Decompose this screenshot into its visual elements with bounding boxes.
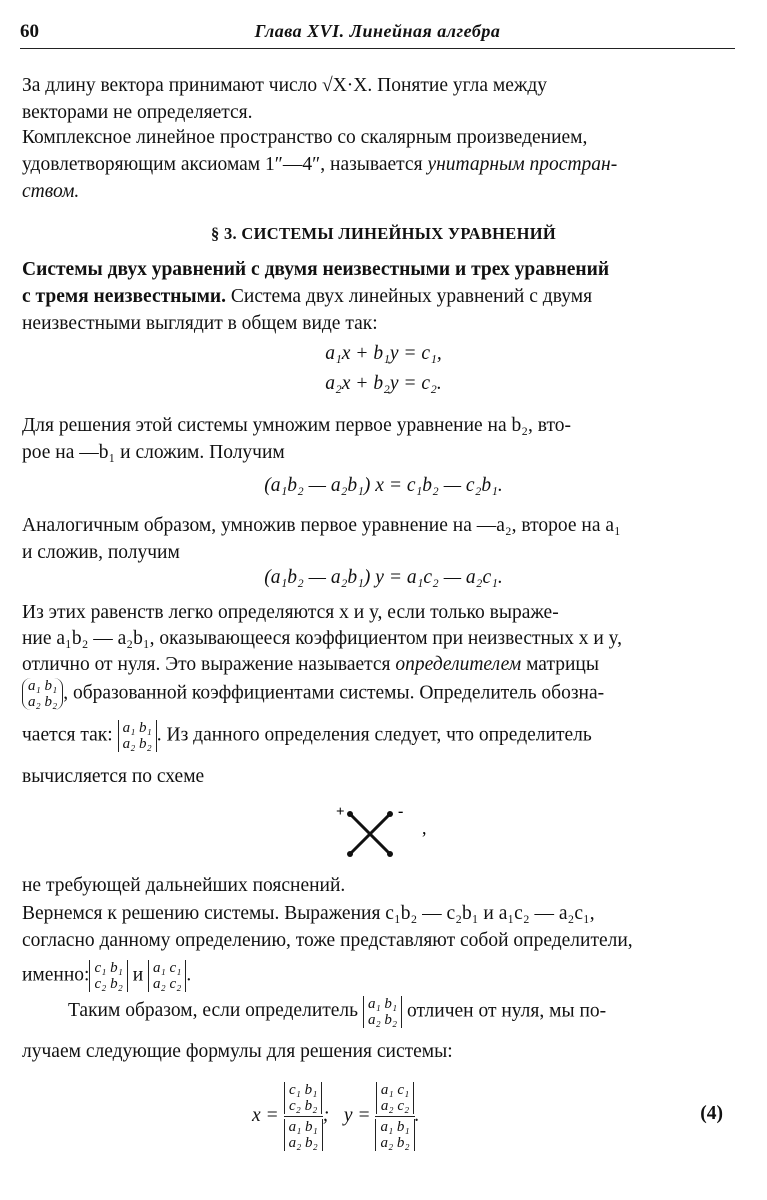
text-line: За длину вектора принимают число √X·X. Понятие угла между <box>22 75 548 96</box>
equation-4: (a₁b₂ — a₂b₁) y = a₁c₂ — a₂c₁. <box>264 567 503 588</box>
para-no-explanation: не требующей дальнейших пояснений. <box>22 875 346 896</box>
semicolon: ; <box>322 1104 330 1126</box>
equation-2: a₂x + b₂y = c₂. <box>325 373 442 394</box>
text-span: отличен от нуля, мы по- <box>407 1000 607 1022</box>
para-unitary-space <box>22 124 722 205</box>
scheme-plus-sign: + <box>336 804 345 820</box>
text-line: лучаем следующие формулы для решения системы: <box>22 1041 453 1062</box>
text-span: Система двух линейных уравнений с двумя <box>226 286 593 307</box>
text-line: рое на —b₁ и сложим. Получим <box>22 442 285 463</box>
text-line: Комплексное линейное пространство со скалярным произведением, <box>22 127 588 148</box>
text-span: Таким образом, если определитель <box>68 1000 359 1022</box>
formula-4 <box>252 1082 420 1151</box>
equation-1: a₁x + b₁y = c₁, <box>325 343 442 364</box>
text-span: чается так: <box>22 724 113 746</box>
equation-3: (a₁b₂ — a₂b₁) x = c₁b₂ — c₂b₁. <box>264 475 503 496</box>
x-denominator: a₁ b₁ a₂ b₂ <box>284 1119 323 1151</box>
x-fraction <box>284 1082 323 1151</box>
text-line: согласно данному определению, тоже представляют собой определители, <box>22 930 633 951</box>
scheme-comma: , <box>422 818 427 838</box>
determinant-main: a₁ b₁ a₂ b₂ <box>363 996 402 1028</box>
text-line: и сложив, получим <box>22 542 180 563</box>
para-return <box>22 900 722 1002</box>
y-fraction <box>375 1082 414 1151</box>
term-unitary-end: ством. <box>22 181 80 202</box>
text-span: матрицы <box>521 654 599 675</box>
scheme-minus-sign: - <box>398 803 404 820</box>
text-line: неизвестными выглядит в общем виде так: <box>22 313 378 334</box>
section-title: § 3. СИСТЕМЫ ЛИНЕЙНЫХ УРАВНЕНИЙ <box>211 224 556 243</box>
para-vector-length <box>22 72 722 126</box>
para-determinant <box>22 600 722 790</box>
equation-number: (4) <box>700 1103 723 1124</box>
text-line: Из этих равенств легко определяются x и y, если только выраже- <box>22 602 559 623</box>
term-determinant: определителем <box>395 654 522 675</box>
cross-scheme-diagram <box>330 800 440 860</box>
text-span: , образованной коэффициентами системы. Определитель обозна- <box>63 682 605 704</box>
y-denominator: a₁ b₁ a₂ b₂ <box>375 1119 414 1151</box>
determinant-cb: c₁ b₁ c₂ b₂ <box>89 960 127 992</box>
page-number: 60 <box>20 21 39 42</box>
y-equals: y = <box>343 1104 371 1126</box>
para-therefore <box>22 996 722 1065</box>
x-numerator: c₁ b₁ c₂ b₂ <box>284 1082 322 1114</box>
para-systems <box>22 256 722 337</box>
text-span: удовлетворяющим аксиомам 1″—4″, называется <box>22 154 428 175</box>
text-span: . Из данного определения следует, что определитель <box>156 724 592 746</box>
text-line: ние a₁b₂ — a₂b₁, оказывающееся коэффициентом при неизвестных x и y, <box>22 628 623 649</box>
text-span: . <box>186 964 192 986</box>
lead-heading: Системы двух уравнений с двумя неизвестными и трех уравнений <box>22 259 610 280</box>
para-solve <box>22 412 722 466</box>
text-line: Для решения этой системы умножим первое уравнение на b₂, вто- <box>22 415 572 436</box>
text-line: вычисляется по схеме <box>22 766 205 787</box>
header-rule <box>20 48 735 49</box>
term-unitary: унитарным простран- <box>427 154 618 175</box>
chapter-title: Глава XVI. Линейная алгебра <box>254 21 501 41</box>
coefficient-matrix: a₁ b₁ a₂ b₂ <box>22 678 63 710</box>
text-line: Вернемся к решению системы. Выражения c₁b₂ — c₂b₁ и a₁c₂ — a₂c₁, <box>22 903 595 924</box>
para-analog <box>22 512 722 566</box>
final-dot: . <box>414 1104 420 1126</box>
determinant-ab: a₁ b₁ a₂ b₂ <box>118 720 157 752</box>
y-numerator: a₁ c₁ a₂ c₂ <box>376 1082 414 1114</box>
text-span: именно: <box>22 964 90 986</box>
text-span: и <box>132 964 144 986</box>
determinant-ac: a₁ c₁ a₂ c₂ <box>148 960 186 992</box>
text-line: векторами не определяется. <box>22 102 253 123</box>
text-span: отлично от нуля. Это выражение называется <box>22 654 396 675</box>
lead-heading-end: с тремя неизвестными. <box>22 286 227 307</box>
text-line: Аналогичным образом, умножив первое уравнение на —a₂, второе на a₁ <box>22 515 621 536</box>
x-equals: x = <box>252 1104 279 1126</box>
page-header <box>20 18 735 48</box>
